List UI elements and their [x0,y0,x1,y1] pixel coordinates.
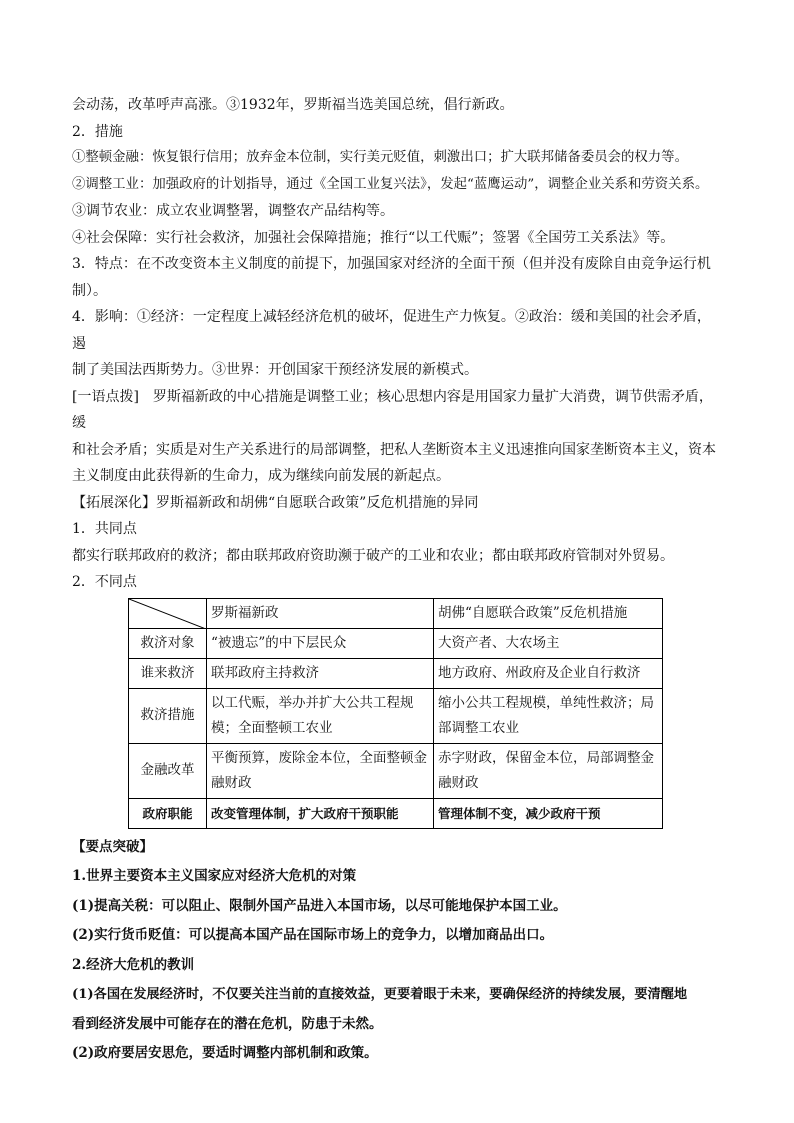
table-cell: 改变管理体制，扩大政府干预职能 [207,798,434,828]
text-line: 看到经济发展中可能存在的潜在危机，防患于未然。 [72,1015,383,1032]
subheading: 1.世界主要资本主义国家应对经济大危机的对策 [72,868,357,884]
table-cell: 赤字财政，保留金本位，局部调整金融财政 [434,743,663,798]
table-row [129,743,663,798]
table-row [129,688,663,743]
table-cell: 以工代赈，举办并扩大公共工程规模；全面整顿工农业 [207,688,434,743]
table-cell: 管理体制不变，减少政府干预 [434,798,663,828]
comparison-table [128,598,663,829]
table-cell: 金融改革 [129,743,207,798]
text-line: ④社会保障：实行社会救济，加强社会保障措施；推行“以工代赈”；签署《全国劳工关系法》等。 [72,229,675,246]
subheading: 2.经济大危机的教训 [72,956,195,973]
table-cell: 大资产者、大农场主 [434,628,663,658]
text-line: ③调节农业：成立农业调整署，调整农产品结构等。 [72,203,394,219]
heading-similarities: 1．共同点 [72,521,137,537]
table-cell: 救济措施 [129,688,207,743]
diagonal-header-cell [129,598,207,628]
text-line: 主义制度由此获得新的生命力，成为继续向前发展的新起点。 [72,468,450,484]
table-cell: 救济对象 [129,628,207,658]
table-header-row [129,598,663,628]
text-line: 制了美国法西斯势力。③世界：开创国家干预经济发展的新模式。 [72,362,478,378]
table-cell: 联邦政府主持救济 [207,658,434,688]
key-points-heading: 【要点突破】 [72,838,153,855]
heading-measures: 2．措施 [72,123,123,140]
table-cell: 缩小公共工程规模，单纯性救济；局部调整工农业 [434,688,663,743]
heading-differences: 2．不同点 [72,574,137,590]
table-header-cell: 胡佛“自愿联合政策”反危机措施 [434,598,663,628]
table-row [129,628,663,658]
note-line: [一语点拨] 罗斯福新政的中心措施是调整工业；核心思想内容是用国家力量扩大消费，调节供需矛盾，缓 [72,388,713,431]
text-line: ②调整工业：加强政府的计划指导，通过《全国工业复兴法》，发起“蓝鹰运动”，调整企业关系和劳资关系。 [72,176,709,192]
table-cell: “被遗忘”的中下层民众 [207,628,434,658]
table-cell: 平衡预算，废除金本位，全面整顿金融财政 [207,743,434,798]
text-line: 和社会矛盾；实质是对生产关系进行的局部调整，把私人垄断资本主义迅速推向国家垄断资本主义，资本 [72,441,716,458]
text-line: (1)提高关税：可以阻止、限制外国产品进入本国市场，以尽可能地保护本国工业。 [72,897,567,914]
text-line: (1)各国在发展经济时，不仅要关注当前的直接效益，更要着眼于未来，要确保经济的持续发展，要清醒地 [72,987,688,1002]
text-line: 会动荡，改革呼声高涨。③1932年，罗斯福当选美国总统，倡行新政。 [72,97,514,113]
text-line: (2)实行货币贬值：可以提高本国产品在国际市场上的竞争力，以增加商品出口。 [72,927,554,943]
table-cell: 地方政府、州政府及企业自行救济 [434,658,663,688]
table-header-cell: 罗斯福新政 [207,598,434,628]
text-line: 制）。 [72,282,107,299]
text-line: (2)政府要居安思危，要适时调整内部机制和政策。 [72,1045,378,1061]
document-page [72,92,724,1069]
table-cell: 谁来救济 [129,658,207,688]
text-line: ①整顿金融：恢复银行信用；放弃金本位制，实行美元贬值，刺激出口；扩大联邦储备委员会的权力等。 [72,150,688,165]
diagonal-line [129,599,206,629]
heading-features: 3．特点：在不改变资本主义制度的前提下，加强国家对经济的全面干预（但并没有废除自由竞争运行机 [72,256,711,272]
expansion-heading: 【拓展深化】罗斯福新政和胡佛“自愿联合政策”反危机措施的异同 [72,494,479,511]
table-cell: 政府职能 [129,798,207,828]
table-row [129,658,663,688]
table-row [129,798,663,828]
text-line: 都实行联邦政府的救济；都由联邦政府资助濒于破产的工业和农业；都由联邦政府管制对外贸易。 [72,547,674,564]
heading-impact: 4．影响：①经济：一定程度上减轻经济危机的破坏，促进生产力恢复。②政治：缓和美国的社会矛盾，遏 [72,309,711,352]
